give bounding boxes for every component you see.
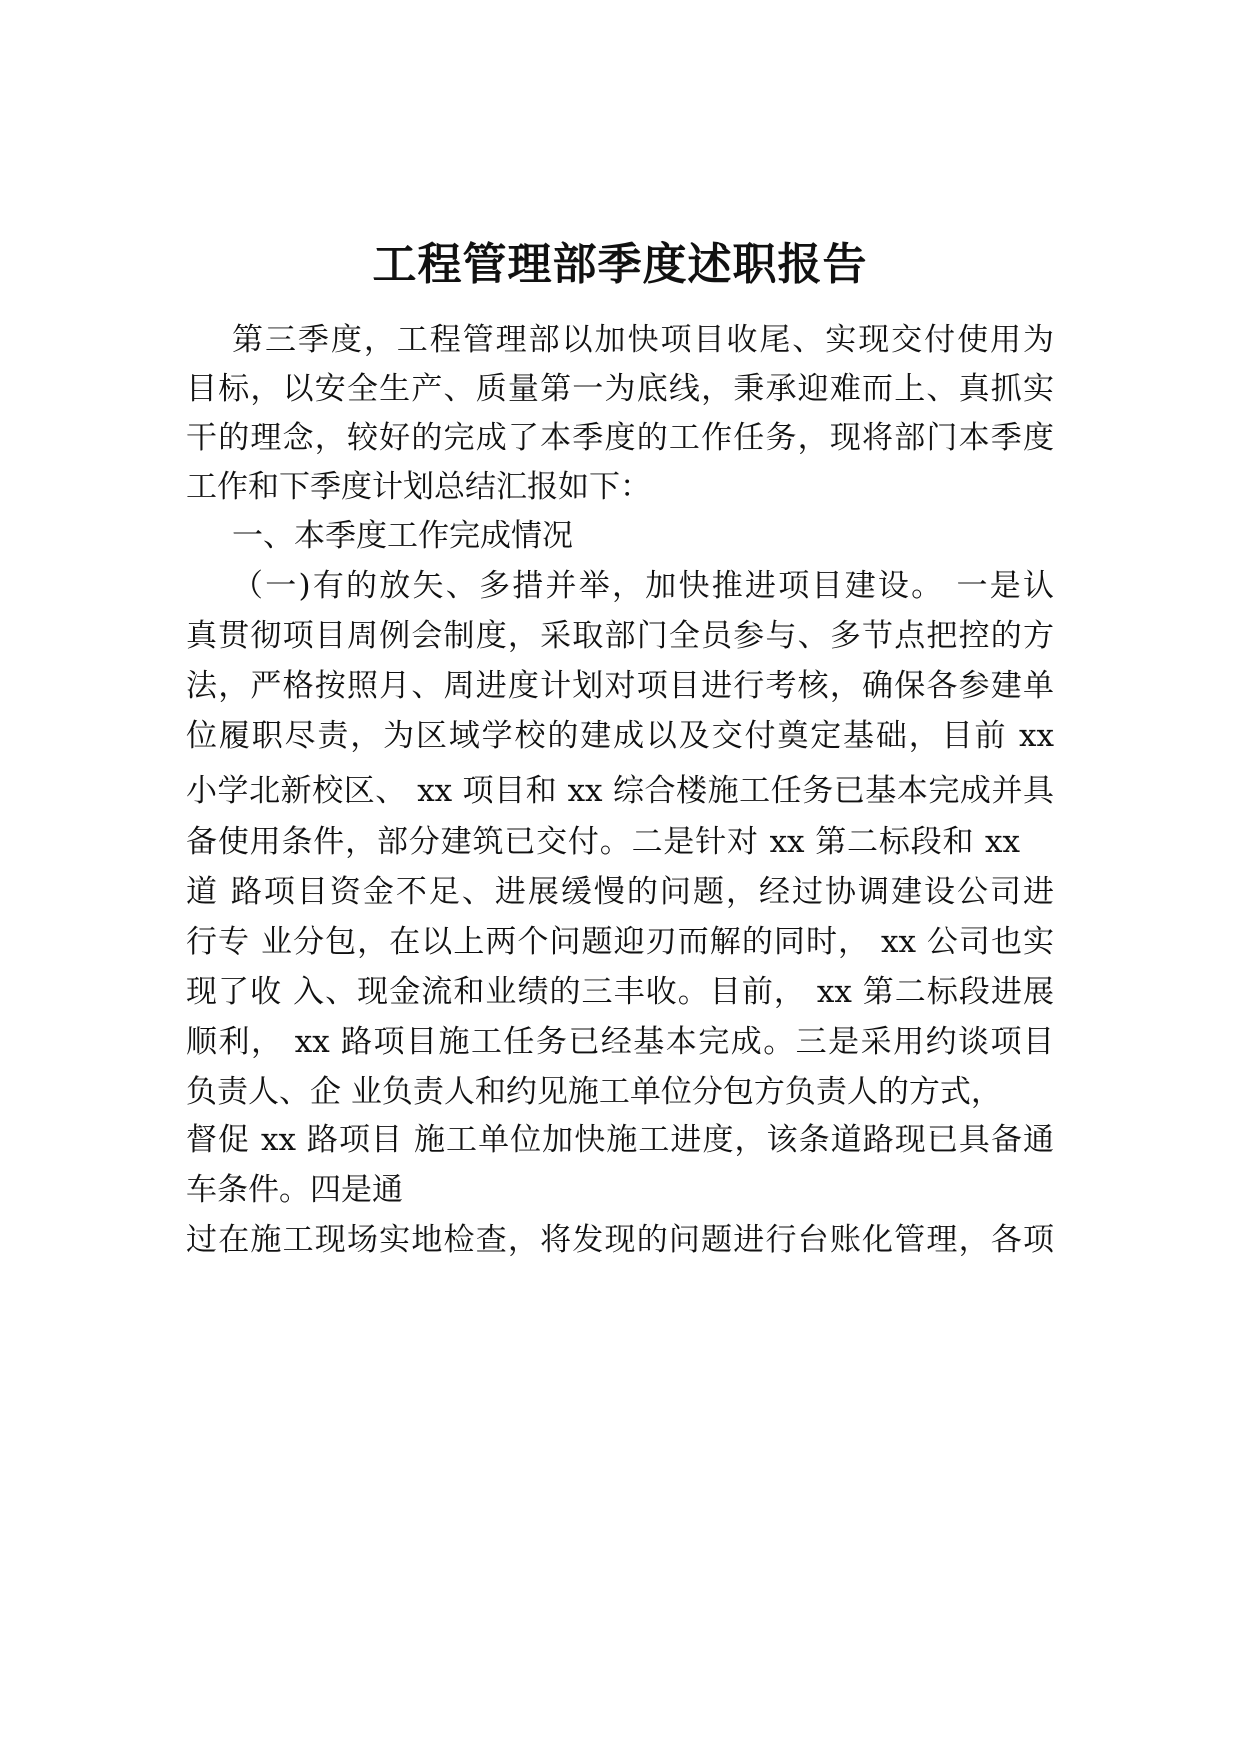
paragraph-line: 道 路项目资金不足、进展缓慢的问题，经过协调建设公司进 — [186, 874, 1054, 910]
paragraph-line: 真贯彻项目周例会制度，采取部门全员参与、多节点把控的方 — [186, 618, 1054, 654]
paragraph-line: 督促 xx 路项目 施工单位加快施工进度，该条道路现已具备通 — [186, 1122, 1054, 1158]
paragraph-line: 位履职尽责，为区域学校的建成以及交付奠定基础，目前 xx — [186, 718, 1054, 754]
paragraph-line: 目标，以安全生产、质量第一为底线，秉承迎难而上、真抓实 — [186, 371, 1054, 407]
paragraph-line: 备使用条件，部分建筑已交付。二是针对 xx 第二标段和 xx — [186, 824, 1020, 860]
section-heading: 一、本季度工作完成情况 — [232, 518, 573, 554]
paragraph-line: 顺利， xx 路项目施工任务已经基本完成。三是采用约谈项目 — [186, 1024, 1054, 1060]
document-title: 工程管理部季度述职报告 — [372, 239, 868, 290]
paragraph-line: 行专 业分包，在以上两个问题迎刃而解的同时， xx 公司也实 — [186, 924, 1054, 960]
paragraph-line: 第三季度，工程管理部以加快项目收尾、实现交付使用为 — [232, 322, 1054, 358]
paragraph-line: 现了收 入、现金流和业绩的三丰收。目前， xx 第二标段进展 — [186, 974, 1054, 1010]
paragraph-line: 负责人、企 业负责人和约见施工单位分包方负责人的方式， — [186, 1074, 1002, 1110]
paragraph-line: 法，严格按照月、周进度计划对项目进行考核，确保各参建单 — [186, 668, 1054, 704]
paragraph-line: 过在施工现场实地检查，将发现的问题进行台账化管理，各项 — [186, 1222, 1054, 1258]
paragraph-line: 干的理念，较好的完成了本季度的工作任务，现将部门本季度 — [186, 420, 1054, 456]
paragraph-line: 车条件。四是通 — [186, 1172, 403, 1208]
subsection-heading-line: （一)有的放矢、多措并举，加快推进项目建设。 一是认 — [232, 568, 1054, 604]
paragraph-line: 工作和下季度计划总结汇报如下： — [186, 469, 651, 505]
paragraph-line: 小学北新校区、 xx 项目和 xx 综合楼施工任务已基本完成并具 — [186, 773, 1054, 809]
